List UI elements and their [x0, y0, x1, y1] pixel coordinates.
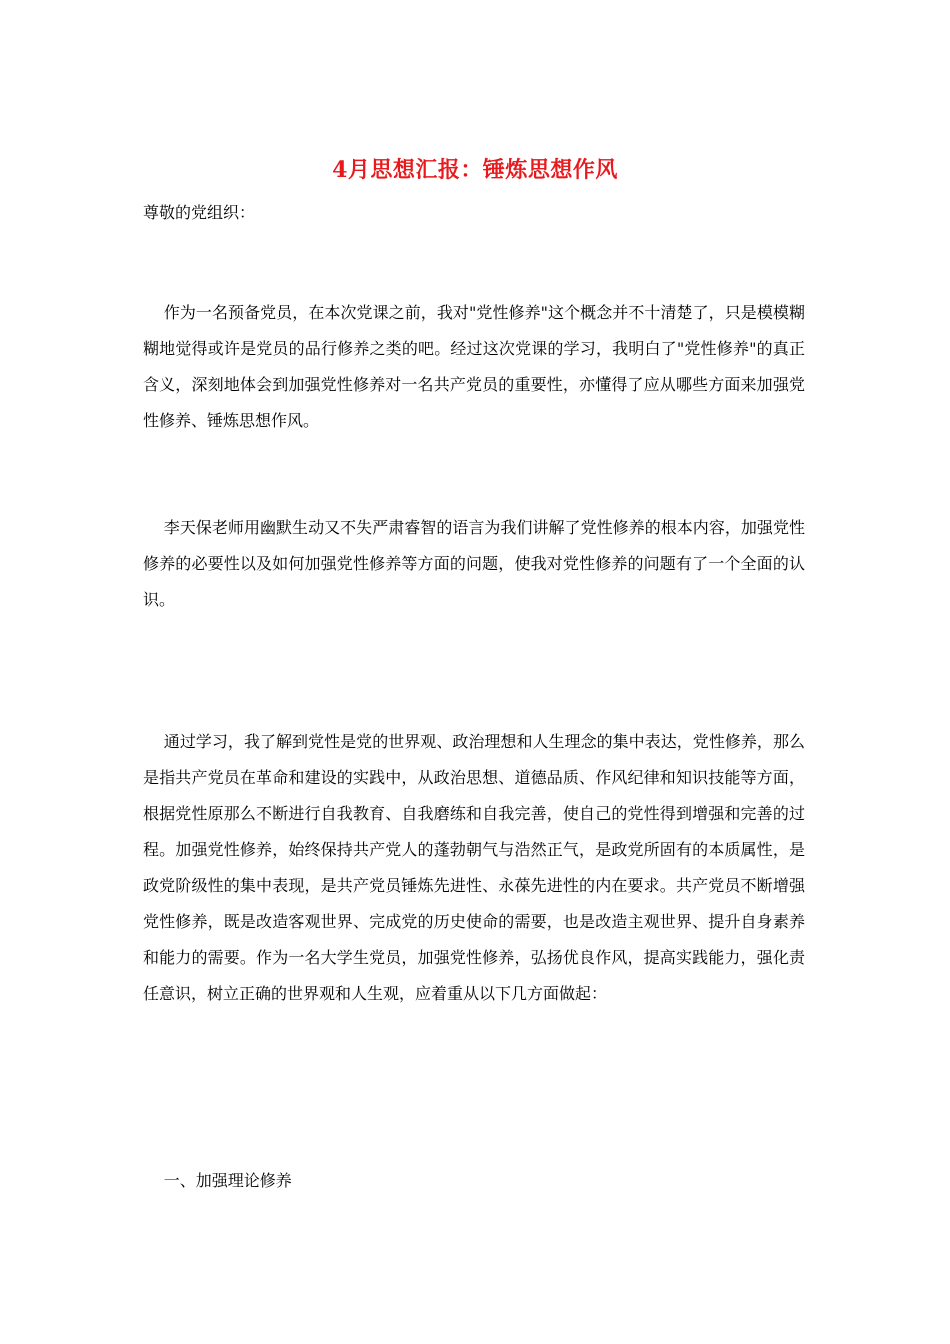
salutation: 尊敬的党组织：	[143, 203, 256, 222]
paragraph-2: 李天保老师用幽默生动又不失严肃睿智的语言为我们讲解了党性修养的根本内容，加强党性修养的必要性以及如何加强党性修养等方面的问题，使我对党性修养的问题有了一个全面的认识。	[143, 518, 805, 609]
document-title: 4月思想汇报：锤炼思想作风	[332, 157, 618, 183]
section-heading: 一、加强理论修养	[163, 1171, 292, 1190]
paragraph-1: 作为一名预备党员，在本次党课之前，我对"党性修养"这个概念并不十清楚了，只是模模糊糊地觉得或许是党员的品行修养之类的吧。经过这次党课的学习，我明白了"党性修养"的真正含义，深刻地体会到加强党性修养对一名共产党员的重要性，亦懂得了应从哪些方面来加强党性修养、锤炼思想作风。	[143, 303, 805, 430]
paragraph-3: 通过学习，我了解到党性是党的世界观、政治理想和人生理念的集中表达，党性修养，那么是指共产党员在革命和建设的实践中，从政治思想、道德品质、作风纪律和知识技能等方面，根据党性原那么不断进行自我教育、自我磨练和自我完善，使自己的党性得到增强和完善的过程。加强党性修养，始终保持共产党人的蓬勃朝气与浩然正气，是政党所固有的本质属性，是政党阶级性的集中表现，是共产党员锤炼先进性、永葆先进性的内在要求。共产党员不断增强党性修养，既是改造客观世界、完成党的历史使命的需要，也是改造主观世界、提升自身素养和能力的需要。作为一名大学生党员，加强党性修养，弘扬优良作风，提高实践能力，强化责任意识，树立正确的世界观和人生观，应着重从以下几方面做起：	[143, 732, 805, 1003]
